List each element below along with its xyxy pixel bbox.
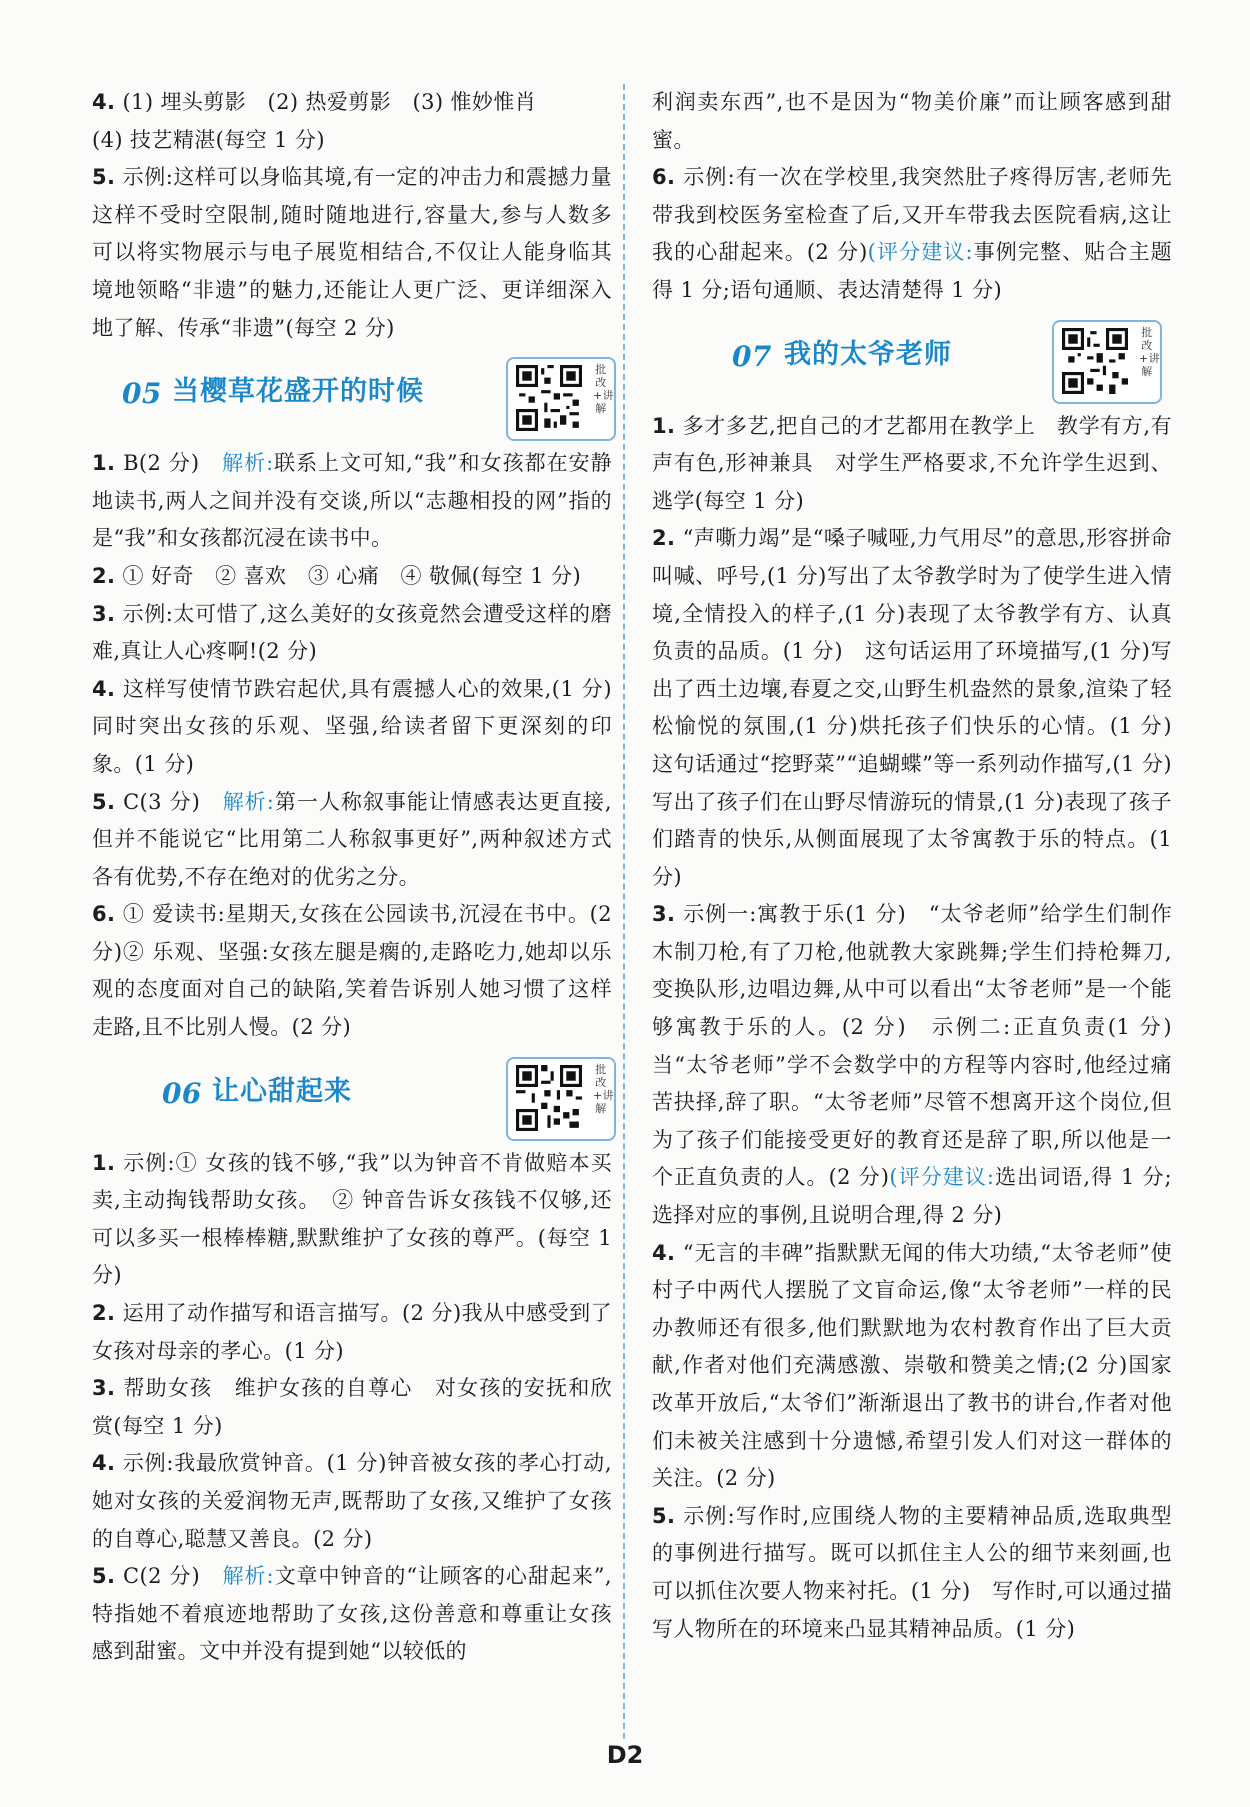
section-05-number: 05 xyxy=(122,377,162,411)
right-column xyxy=(652,84,1194,1648)
section-07-title: 我的太爷老师 xyxy=(784,338,952,370)
answer-06-5-continued: 利润卖东西”,也不是因为“物美价廉”而让顾客感到甜蜜。 xyxy=(652,90,1172,152)
section-05-header xyxy=(92,357,615,435)
section-06-title: 让心甜起来 xyxy=(212,1075,352,1107)
qr-side-label: 批改+讲解 xyxy=(593,363,615,416)
answer-05-3: 3. 示例:太可惜了,这么美好的女孩竟然会遭受这样的磨难,真让人心疼啊!(2 分) xyxy=(92,601,612,664)
section-07-number: 07 xyxy=(732,339,772,373)
answer-05-4: 4. 这样写使情节跌宕起伏,具有震撼人心的效果,(1 分)同时突出女孩的乐观、坚强,给读者留下更深刻的印象。(1 分) xyxy=(92,676,612,776)
qr-code-icon xyxy=(1062,328,1128,394)
qr-code-07[interactable] xyxy=(1052,320,1162,404)
qr-code-05[interactable] xyxy=(506,357,616,441)
answer-06-5: 5. C(2 分) 解析:文章中钟音的“让顾客的心甜起来”,特指她不着痕迹地帮助了女孩,这份善意和尊重让女孩感到甜蜜。文中并没有提到她“以较低的 xyxy=(92,1564,612,1664)
qr-code-06[interactable] xyxy=(506,1057,616,1141)
section-06-number: 06 xyxy=(162,1076,202,1110)
section-05-title: 当樱草花盛开的时候 xyxy=(172,376,424,408)
qr-side-label: 批改+讲解 xyxy=(1139,325,1161,378)
answer-07-4: 4. “无言的丰碑”指默默无闻的伟大功绩,“太爷老师”使村子中两代人摆脱了文盲命运,像“太爷老师”一样的民办教师还有很多,他们默默地为农村教育作出了巨大贡献,作者对他们充满感激、崇敬和赞美之情;(2 分)国家改革开放后,“太爷们”渐渐退出了教书的讲台,作者对他们未被关注感到十分遗憾,希望引发人们对这一群体的关注。(2 分) xyxy=(652,1240,1173,1491)
qr-code-icon xyxy=(516,365,582,431)
answer-05-6: 6. ① 爱读书:星期天,女孩在公园读书,沉浸在书中。(2 分)② 乐观、坚强:女孩左腿是瘸的,走路吃力,她却以乐观的态度面对自己的缺陷,笑着告诉别人她习惯了这样走路,且不比别人慢。(2 分) xyxy=(92,902,612,1040)
answer-06-6: 6. 示例:有一次在学校里,我突然肚子疼得厉害,老师先带我到校医务室检查了后,又开车带我去医院看病,这让我的心甜起来。(2 分)(评分建议:事例完整、贴合主题得 1 分;语句通顺、表达清楚得 1 分) xyxy=(652,165,1173,302)
answer-07-2: 2. “声嘶力竭”是“嗓子喊哑,力气用尽”的意思,形容拼命叫喊、呼号,(1 分)写出了太爷教学时为了使学生进入情境,全情投入的样子,(1 分)表现了太爷教学有方、认真负责的品质。(1 分) 这句话运用了环境描写,(1 分)写出了西土边壤,春夏之交,山野生机盎然的景象,渲染了轻松愉悦的氛围,(1 分)烘托孩子们快乐的心情。(1 分) 这句话通过“挖野菜”“追蝴蝶”等一系列动作描写,(1 分)写出了孩子们在山野尽情游玩的情景,(1 分)表现了孩子们踏青的快乐,从侧面展现了太爷寓教于乐的特点。(1 分) xyxy=(652,526,1194,889)
answer-05-5: 5. C(3 分) 解析:第一人称叙事能让情感表达更直接,但并不能说它“比用第二人称叙事更好”,两种叙述方式各有优势,不存在绝对的优劣之分。 xyxy=(92,789,613,889)
answer-07-5: 5. 示例:写作时,应围绕人物的主要精神品质,选取典型的事例进行描写。既可以抓住主人公的细节来刻画,也可以抓住次要人物来衬托。(1 分) 写作时,可以通过描写人物所在的环境来凸显其精神品质。(1 分) xyxy=(652,1503,1173,1641)
answer-05-1: 1. B(2 分) 解析:联系上文可知,“我”和女孩都在安静地读书,两人之间并没有交谈,所以“志趣相投的网”指的是“我”和女孩都沉浸在读书中。 xyxy=(92,451,613,551)
answer-06-3: 3. 帮助女孩 维护女孩的自尊心 对女孩的安抚和欣赏(每空 1 分) xyxy=(92,1376,612,1438)
answer-07-1: 1. 多才多艺,把自己的才艺都用在教学上 教学有方,有声有色,形神兼具 对学生严格要求,不允许学生迟到、逃学(每空 1 分) xyxy=(652,413,1173,513)
answer-06-2: 2. 运用了动作描写和语言描写。(2 分)我从中感受到了女孩对母亲的孝心。(1 分) xyxy=(92,1301,612,1363)
column-divider xyxy=(623,84,625,1739)
section-07-header xyxy=(652,320,1172,398)
answer-07-3: 3. 示例一:寓教于乐(1 分) “太爷老师”给学生们制作木制刀枪,有了刀枪,他就教大家跳舞;学生们持枪舞刀,变换队形,边唱边舞,从中可以看出“太爷老师”是一个能够寓教于乐的人。(2 分) 示例二:正直负责(1 分) 当“太爷老师”学不会数学中的方程等内容时,他经过痛苦抉择,辞了职。“太爷老师”尽管不想离开这个岗位,但为了孩子们能接受更好的教育还是辞了职,所以他是一个正直负责的人。(2 分)(评分建议:选出词语,得 1 分;选择对应的事例,且说明合理,得 2 分) xyxy=(652,902,1194,1228)
qr-side-label: 批改+讲解 xyxy=(593,1062,615,1115)
answer-5: 5. 示例:这样可以身临其境,有一定的冲击力和震撼力量 这样不受时空限制,随时随地进行,容量大,参与人数多 可以将实物展示与电子展览相结合,不仅让人能身临其境地领略“非遗”的魅力,还能让人更广泛、更详细深入地了解、传承“非遗”(每空 2 分) xyxy=(92,165,634,340)
qr-code-icon xyxy=(516,1065,582,1131)
answer-06-1: 1. 示例:① 女孩的钱不够,“我”以为钟音不肯做赔本买卖,主动掏钱帮助女孩。 ② 钟音告诉女孩钱不仅够,还可以多买一根棒棒糖,默默维护了女孩的尊严。(每空 1 分) xyxy=(92,1150,612,1288)
section-06-header xyxy=(92,1057,615,1135)
page-number: D2 xyxy=(606,1741,644,1769)
answer-4: 4. (1) 埋头剪影 (2) 热爱剪影 (3) 惟妙惟肖 (4) 技艺精湛(每空 1 分) xyxy=(92,90,537,152)
answer-05-2: 2. ① 好奇 ② 喜欢 ③ 心痛 ④ 敬佩(每空 1 分) xyxy=(92,563,582,588)
left-column xyxy=(92,84,634,1671)
answer-06-4: 4. 示例:我最欣赏钟音。(1 分)钟音被女孩的孝心打动,她对女孩的关爱润物无声,既帮助了女孩,又维护了女孩的自尊心,聪慧又善良。(2 分) xyxy=(92,1451,612,1551)
